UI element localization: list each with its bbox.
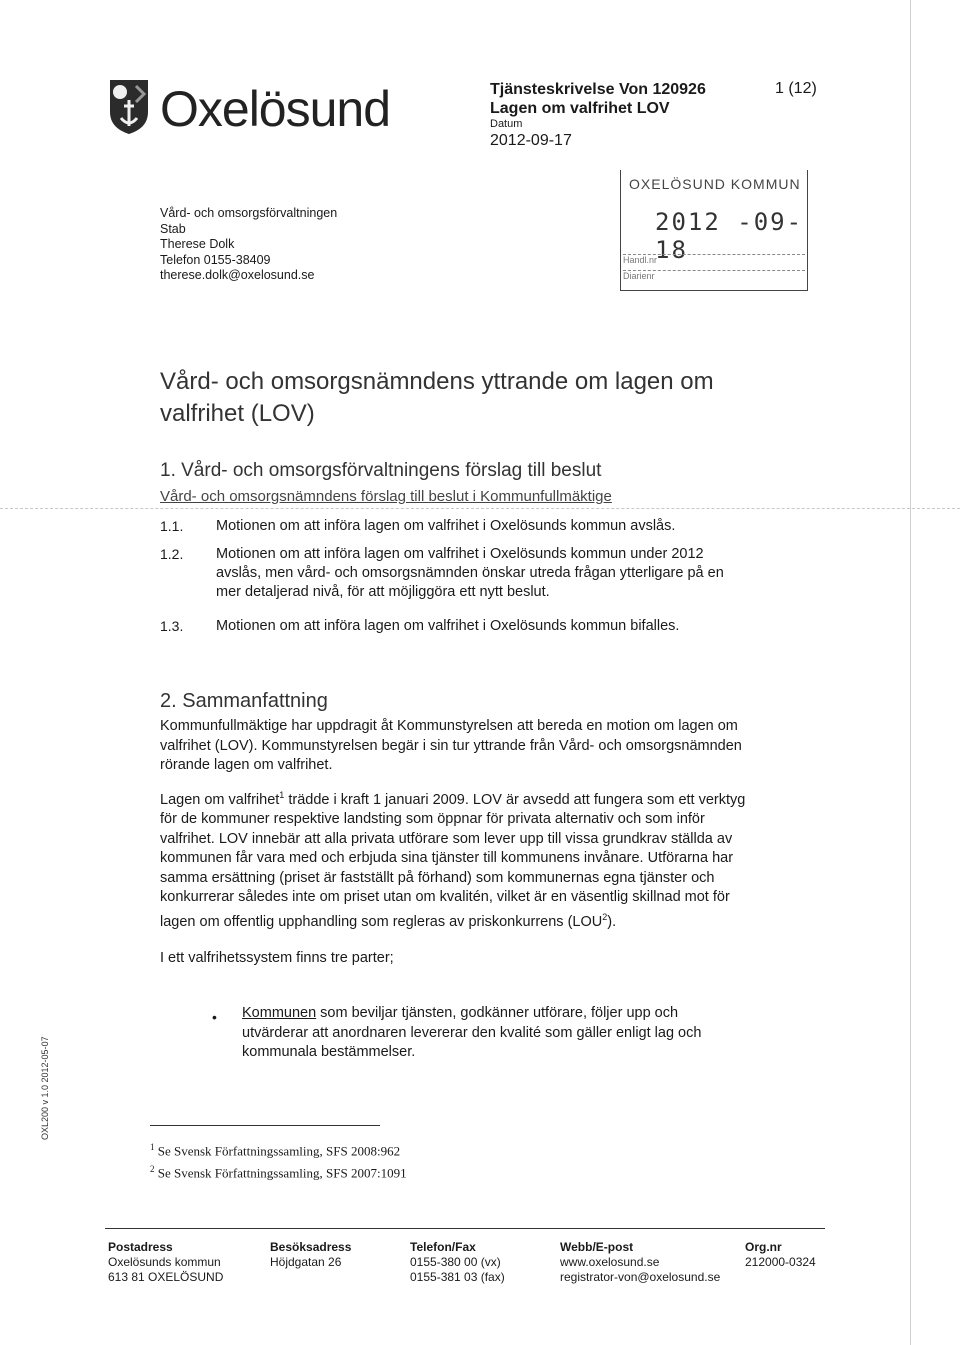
footer-line: www.oxelosund.se	[560, 1255, 660, 1269]
text-run: ).	[607, 913, 617, 930]
stamp-date: 2012 -09- 18	[655, 208, 804, 264]
brand-name: Oxelösund	[160, 81, 391, 137]
margin-form-code: OXL200 v 1.0 2012-05-07	[40, 1036, 50, 1140]
footer-line: registrator-von@oxelosund.se	[560, 1270, 721, 1284]
footer-heading: Org.nr	[745, 1240, 782, 1254]
page-number: 1 (12)	[775, 80, 817, 97]
footer-line: 0155-380 00 (vx)	[410, 1255, 501, 1269]
scan-edge-line	[910, 0, 911, 1345]
sender-block	[160, 206, 337, 284]
footnote-text: Se Svensk Författningssamling, SFS 2008:962	[157, 1143, 401, 1159]
sender-phone: Telefon 0155-38409	[160, 252, 271, 267]
bullet-text: som beviljar tjänsten, godkänner utförare, följer upp och utvärderar att anordnaren levererar den kvalité som gäller enligt lag och kommunala bestämmelser.	[242, 1005, 702, 1060]
footer-web-email	[560, 1240, 720, 1285]
text-run: Lagen om valfrihet	[160, 791, 280, 808]
document-title: Vård- och omsorgsnämndens yttrande om lagen om valfrihet (LOV)	[160, 368, 714, 427]
footer-postal-address	[108, 1240, 223, 1285]
footer-line: Höjdgatan 26	[270, 1255, 342, 1269]
footer-heading: Besöksadress	[270, 1240, 352, 1254]
item-number: 1.1.	[160, 518, 184, 534]
stamp-field-diary: Diarienr	[623, 270, 805, 281]
item-number: 1.3.	[160, 618, 184, 634]
document-header	[490, 80, 706, 150]
section-1-heading: 1. Vård- och omsorgsförvaltningens förslag till beslut	[160, 460, 602, 481]
decision-item: Motionen om att införa lagen om valfrihet i Oxelösunds kommun avslås.	[216, 518, 676, 534]
footer-line: 613 81 OXELÖSUND	[108, 1270, 224, 1284]
footnotes	[150, 1138, 407, 1183]
summary-paragraph	[160, 786, 755, 932]
scan-fold-line	[0, 508, 960, 509]
summary-paragraph: Kommunfullmäktige har uppdragit åt Kommunstyrelsen att bereda en motion om lagen om valfrihet (LOV). Kommunstyrelsen begär i sin tur yttrande från Vård- och omsorgsnämnden rörande lagen om valfrihet.	[160, 718, 742, 773]
date-label: Datum	[490, 118, 523, 130]
section-1-subheading: Vård- och omsorgsnämndens förslag till beslut i Kommunfullmäktige	[160, 488, 612, 505]
sender-unit: Stab	[160, 221, 186, 236]
decision-item: Motionen om att införa lagen om valfrihet i Oxelösunds kommun under 2012 avslås, men vård- och omsorgsnämnden önskar utreda frågan ytterligare på en mer detaljerad nivå, för att möjliggöra ett nytt beslut.	[216, 546, 724, 600]
footnote-number: 2	[150, 1164, 155, 1175]
footer-heading: Webb/E-post	[560, 1240, 634, 1254]
stamp-organization: OXELÖSUND KOMMUN	[629, 176, 801, 192]
document-type: Tjänsteskrivelse Von 120926	[490, 81, 706, 98]
received-stamp	[620, 170, 808, 291]
footnote-ref: 1	[279, 790, 285, 800]
item-number: 1.2.	[160, 546, 184, 562]
footer-heading: Postadress	[108, 1240, 173, 1254]
footer-org-number	[745, 1240, 816, 1270]
bullet-item	[242, 1004, 742, 1063]
sender-name: Therese Dolk	[160, 237, 235, 251]
decision-item: Motionen om att införa lagen om valfrihet i Oxelösunds kommun bifalles.	[216, 618, 680, 634]
text-run: trädde i kraft 1 januari 2009. LOV är avsedd att fungera som ett verktyg för de kommuner respektive landsting som öppnar för privata alternativ och som inför valfrihet. LOV innebär att alla privata utförare som lever upp till vissa grundkrav ställda av kommunen får vara med och erbjuda sina tjänster till kommunens invånare. Utförarna har samma ersättning (priset är fastställt på förhand) som kommunernas egna tjänster och konkurrerar således inte om priset utan om kvalitén, vilket är en väsentlig skillnad mot för lagen om offentlig upphandling som regleras av priskonkurrens (LOU	[160, 791, 746, 930]
bullet-icon: •	[212, 1009, 217, 1025]
footnote-separator	[150, 1125, 380, 1126]
sender-email: therese.dolk@oxelosund.se	[160, 268, 315, 282]
footnote-number: 1	[150, 1142, 155, 1152]
footer-line: 212000-0324	[745, 1255, 816, 1269]
summary-paragraph: I ett valfrihetssystem finns tre parter;	[160, 950, 394, 966]
document-subject: Lagen om valfrihet LOV	[490, 100, 670, 117]
footer-line: Oxelösunds kommun	[108, 1255, 221, 1269]
footnote-text: Se Svensk Författningssamling, SFS 2007:1091	[157, 1165, 407, 1181]
footer-phone-fax	[410, 1240, 505, 1285]
sender-department: Vård- och omsorgsförvaltningen	[160, 206, 338, 220]
footnote-ref: 2	[602, 911, 608, 922]
stamp-field-handling: Handl.nr	[623, 254, 805, 265]
document-date: 2012-09-17	[490, 132, 572, 149]
section-2-heading: 2. Sammanfattning	[160, 690, 328, 712]
footer-visiting-address	[270, 1240, 351, 1270]
footer-separator	[105, 1228, 825, 1229]
footer-line: 0155-381 03 (fax)	[410, 1270, 505, 1284]
municipality-shield-icon	[108, 78, 150, 136]
bullet-term: Kommunen	[242, 1005, 317, 1021]
footer-heading: Telefon/Fax	[410, 1240, 476, 1254]
